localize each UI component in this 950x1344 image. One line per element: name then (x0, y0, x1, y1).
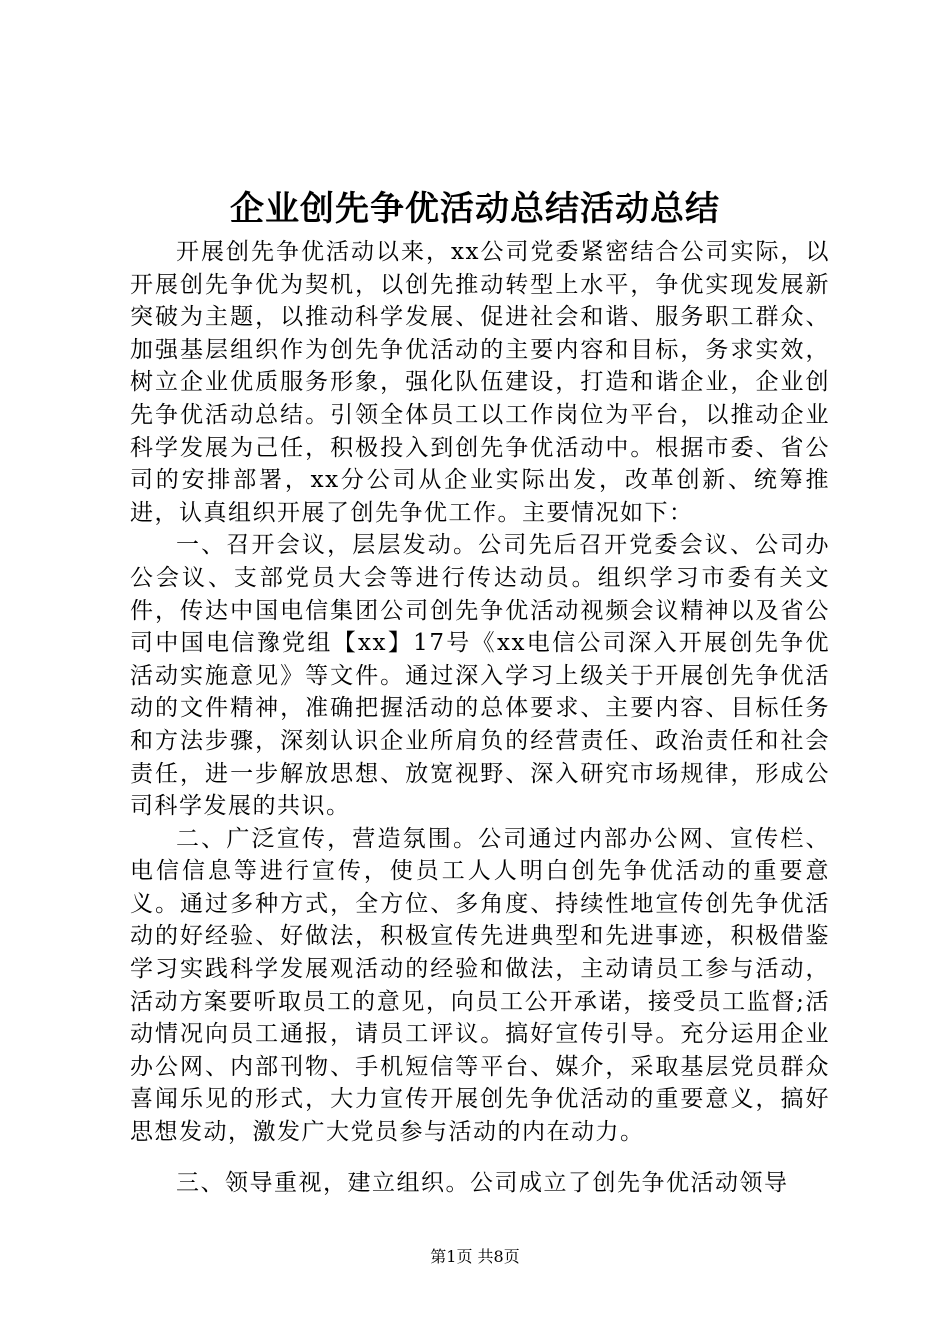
document-body (130, 236, 830, 1199)
paragraph-section-3: 三、领导重视，建立组织。公司成立了创先争优活动领导 (176, 1169, 789, 1196)
paragraph-intro: 开展创先争优活动以来，xx公司党委紧密结合公司实际，以开展创先争优为契机，以创先推动转型上水平，争优实现发展新突破为主题，以推动科学发展、促进社会和谐、服务职工群众、加强基层组织作为创先争优活动的主要内容和目标，务求实效，树立企业优质服务形象，强化队伍建设，打造和谐企业，企业创先争优活动总结。引领全体员工以工作岗位为平台，以推动企业科学发展为己任，积极投入到创先争优活动中。根据市委、省公司的安排部署，xx分公司从企业实际出发，改革创新、统筹推进，认真组织开展了创先争优工作。主要情况如下： (130, 239, 830, 526)
paragraph-section-1: 一、召开会议，层层发动。公司先后召开党委会议、公司办公会议、支部党员大会等进行传达动员。组织学习市委有关文件，传达中国电信集团公司创先争优活动视频会议精神以及省公司中国电信豫党组【xx】17号《xx电信公司深入开展创先争优活动实施意见》等文件。通过深入学习上级关于开展创先争优活动的文件精神，准确把握活动的总体要求、主要内容、目标任务和方法步骤，深刻认识企业所肩负的经营责任、政治责任和社会责任，进一步解放思想、放宽视野、深入研究市场规律，形成公司科学发展的共识。 (130, 532, 830, 820)
page-number-footer: 第1页 共8页 (430, 1247, 520, 1266)
paragraph-section-2: 二、广泛宣传，营造氛围。公司通过内部办公网、宣传栏、电信信息等进行宣传，使员工人人明白创先争优活动的重要意义。通过多种方式，全方位、多角度、持续性地宣传创先争优活动的好经验、好做法，积极宣传先进典型和先进事迹，积极借鉴学习实践科学发展观活动的经验和做法，主动请员工参与活动，活动方案要听取员工的意见，向员工公开承诺，接受员工监督;活动情况向员工通报，请员工评议。搞好宣传引导。充分运用企业办公网、内部刊物、手机短信等平台、媒介，采取基层党员群众喜闻乐见的形式，大力宣传开展创先争优活动的重要意义，搞好思想发动，激发广大党员参与活动的内在动力。 (130, 825, 830, 1146)
document-title: 企业创先争优活动总结活动总结 (230, 189, 720, 229)
